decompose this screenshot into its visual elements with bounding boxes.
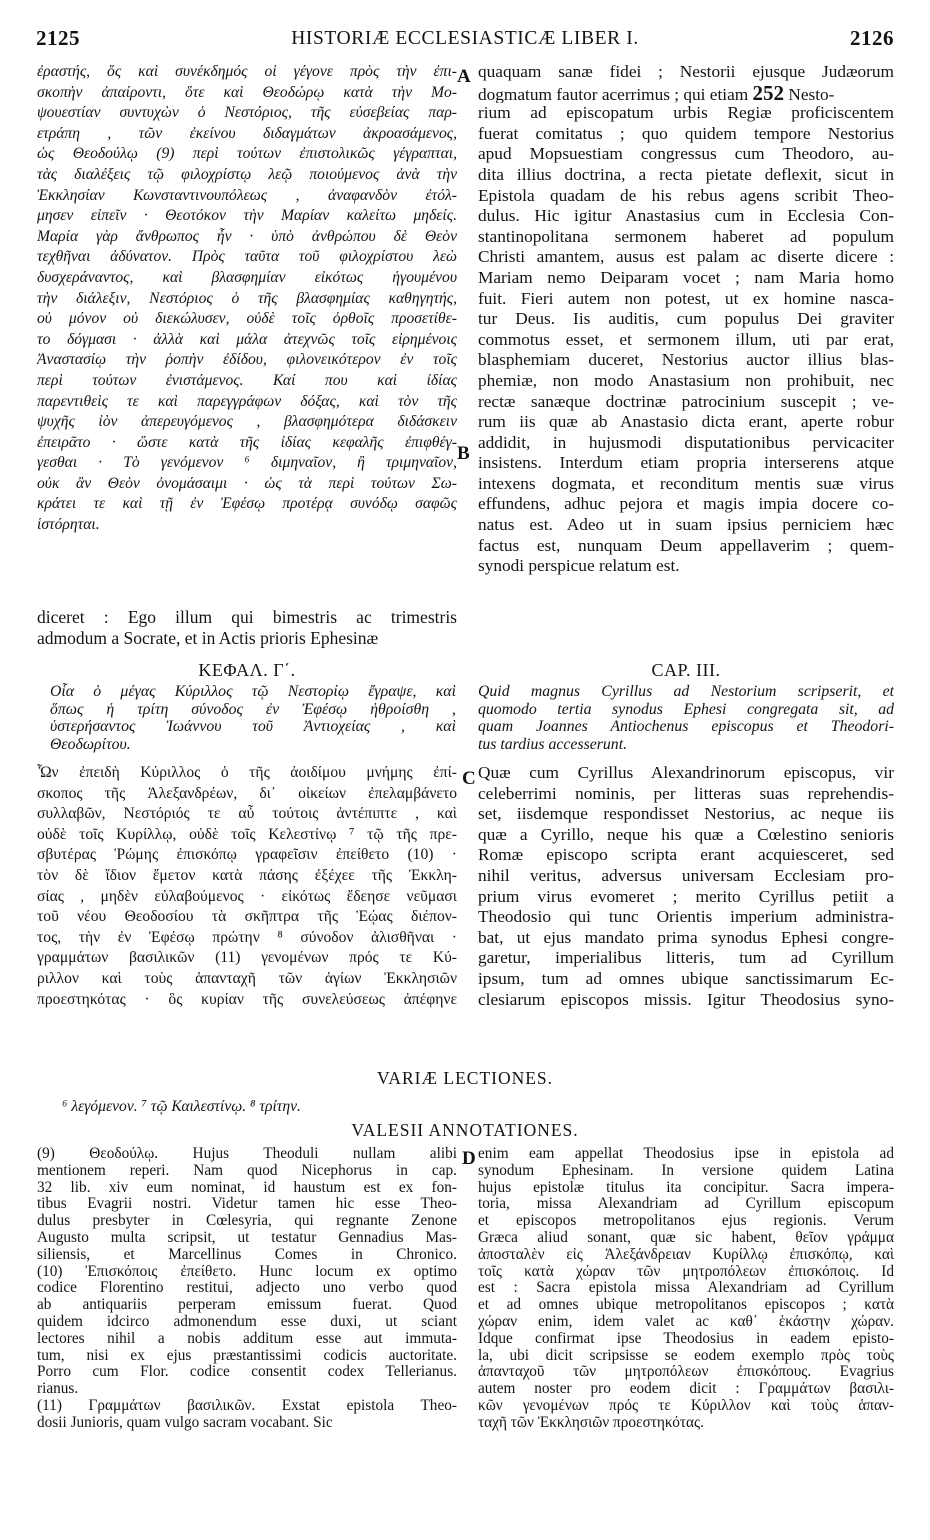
latin-text-top — [478, 62, 894, 577]
greek-line: σκοπὴν ἀπαίροντι, ὅτε καὶ Θεοδώρῳ κατὰ τὴν Μο- — [37, 83, 457, 101]
greek-line: παρεντιθεὶς τε καὶ παρεγγράφων δόξας, καὶ τὸν τῆς — [37, 392, 457, 410]
greek-line: μησεν εἰπεῖν · Θεοτόκον τὴν Μαρίαν καλείτω μηδείς. — [37, 207, 457, 225]
greek-line: τὸν δὲ ἴδιον ἔμετον κατὰ πάσης ἐξέχεε τῆς Ἐκκλη- — [37, 866, 457, 884]
greek-line: το δόγμασι · ἀλλὰ καὶ μάλα ἀτεχνῶς τοῖς εἰρημένοις — [37, 330, 457, 348]
latin-line: blasphemiam duceret, Nestorius auctor illius blas- — [478, 350, 894, 370]
greek-line: περὶ τούτων ἐνιστάμενος. Καί που καὶ ἰδίας — [37, 371, 457, 389]
greek-line: κράτει τε καὶ τῇ ἐν Ἐφέσῳ προτέρᾳ συνόδῳ σαφῶς — [37, 495, 457, 513]
latin-line: insistens. Interdum etiam propria interserens atque — [478, 453, 894, 473]
running-title: HISTORIÆ ECCLESIASTICÆ LIBER I. — [291, 28, 639, 49]
greek-line: Ἀναστασίῳ τὴν ῥοπὴν ἐδίδου, φιλονεικότερον ἐν τοῖς — [37, 351, 457, 369]
annotation-line: tum, nisi ex ejus præstantissimi codicis auctoritate. — [37, 1347, 457, 1364]
annotation-line: ἁπανταχοῦ τῶν μητροπόλεων ἐπισκόπους. Evagrius — [478, 1364, 894, 1381]
latin-line: phemiæ, non modo Anastasium non prohibuit, nec — [478, 370, 894, 390]
annotations-left — [37, 1146, 457, 1432]
annotation-line: χώραν enim, idem valet ac καθ᾽ ἑκάστην χώραν. — [478, 1313, 894, 1330]
margin-marker-b: B — [457, 443, 470, 464]
greek-line: ριλλον καὶ τοὺς ἁπανταχῆ τῶν ἁγίων Ἐκκλησιῶν — [37, 969, 457, 987]
latin-line: celeberrimi nominis, per litteras suas reprehendis- — [478, 783, 894, 803]
greek-line: ὡς Θεοδούλῳ (9) περὶ τούτων ἐπιστολικῶς γέγραπται, — [37, 145, 457, 163]
latin-line: admodum a Socrate, et in Actis prioris Ephesinæ — [37, 628, 379, 648]
annotation-line: dulus presbyter in Cœlesyria, qui regnante Zenone — [37, 1213, 457, 1230]
greek-line: γεσθαι · Τὸ γενόμενον ⁶ διμηναῖον, ἢ τριμηναῖον, — [37, 454, 457, 472]
annotation-line: Græca aliud sonant, quæ sic habent, θεῖον γράμμα — [478, 1229, 894, 1246]
annotation-line: Augusto multa scripsit, ut testatur Gennadius Mas- — [37, 1229, 457, 1246]
greek-line: ψουεστίαν συντυχὼν ὁ Νεστόριος, τῆς εὐσεβείας παρ- — [37, 104, 457, 122]
variae-lectiones-text: ⁶ λεγόμενον. ⁷ τῷ Καιλεστίνῳ. ⁸ τρίτην. — [62, 1098, 301, 1115]
latin-line: Christi amantem, ausus est palam ac diserte dicere : — [478, 247, 894, 267]
annotation-line: hujus epistolæ titulus ita concipitur. Sacra impera- — [478, 1179, 894, 1196]
margin-marker-d: D — [462, 1148, 476, 1169]
latin-chapter-summary — [478, 683, 894, 753]
variae-lectiones-heading: VARIÆ LECTIONES. — [376, 1068, 554, 1088]
annotation-line: lectores nihil a nobis additum esse aut immuta- — [37, 1330, 457, 1347]
summary-line: quam Joannes Antiochenus episcopus et Theodori- — [478, 718, 894, 736]
latin-line: prium virus evomeret ; merito Cyrillus petiit a — [478, 886, 894, 906]
greek-line: σβυτέρας Ῥώμης ἐπισκόπῳ γραφεῖσιν ἐπείθετο (10) · — [37, 846, 457, 864]
summary-line: tus tardius accesserunt. — [478, 735, 628, 753]
greek-line: ψυχῆς ἰὸν ἀπερευγόμενος , βλασφημότερα διδάσκειν — [37, 413, 457, 431]
summary-line: Quid magnus Cyrillus ad Nestorium scripserit, et — [478, 683, 894, 700]
margin-marker-c: C — [462, 768, 476, 789]
annotation-line: mentionem reperi. Nam quod Nicephorus in cap. — [37, 1162, 457, 1179]
latin-line: rium ad episcopatum urbis Regiæ proficiscentem — [478, 103, 894, 123]
annotation-line: dosii Junioris, quam vulgo sacram vocabant. Sic — [37, 1414, 333, 1431]
greek-line: τοῦ νέου Θεοδοσίου τὰ σκῆπτρα τῆς Ἑῴας διέπον- — [37, 908, 457, 926]
annotation-line: synodum Ephesinam. In versione quidem Latina — [478, 1162, 894, 1179]
annotation-line: est : Sacra epistola missa Alexandriam ad Cyrillum — [478, 1280, 894, 1297]
annotation-line: ταχῆ τῶν Ἐκκλησιῶν προεστηκότας. — [478, 1414, 704, 1431]
annotations-right — [478, 1146, 894, 1432]
greek-line: ἐραστής, ὅς καὶ συνέκδημός οἱ γέγονε πρὸς τὴν ἐπι- — [37, 63, 457, 80]
latin-line: ipsum, tum ad omnes ubique sanctissimarum Ec- — [478, 968, 894, 988]
margin-marker-a: A — [457, 66, 471, 87]
latin-line: stantinopolitana sermonem haberet ad populum — [478, 226, 894, 246]
greek-line: Μαρία γὰρ ἄνθρωπος ἦν · ὑπὸ ἀνθρώπου δὲ Θεὸν — [37, 227, 457, 245]
annotation-line: codice Florentino restitui, adjecto uno verbo quod — [37, 1280, 457, 1297]
greek-line: ετράπη , τῶν ἐκείνου διδαγμάτων ἀκροασάμενος, — [37, 124, 457, 142]
latin-line: garetur, imperialibus litteris, tum ad Cyrillum — [478, 948, 894, 968]
latin-text-bottom — [478, 763, 894, 1010]
summary-line: Θεοδωρίτου. — [50, 735, 131, 753]
greek-line: γραμμάτων βασιλικῶν (11) γενομένων πρός τε Κύ- — [37, 949, 457, 967]
summary-line: quomodo tertia synodus Ephesi congregata sit, ad — [478, 700, 894, 718]
greek-line: Ὧν ἐπειδὴ Κύριλλος ὁ τῆς ἀοιδίμου μνήμης ἐπί- — [37, 764, 457, 781]
annotation-line: tibus Evagrii nostri. Videtur tamen hic esse Theo- — [37, 1196, 457, 1213]
greek-text-bottom — [37, 763, 457, 1010]
latin-line: Epistola quadam de his rebus agens scribit Theo- — [478, 185, 894, 205]
latin-line: natus est. Adeo ut in suam ipsius perniciem hæc — [478, 515, 894, 535]
page-number-right: 2126 — [850, 26, 894, 50]
latin-line: intexens dogmata, et reconditum mentis suæ virus — [478, 473, 894, 493]
page-header — [36, 26, 894, 54]
page-number-left: 2125 — [36, 26, 80, 50]
latin-line: diceret : Ego illum qui bimestris ac trimestris — [37, 607, 457, 627]
annotation-line: ἀποσταλὲν εἰς Ἀλεξάνδρειαν Κυρίλλῳ ἐπισκόπῳ, καὶ — [478, 1246, 894, 1263]
greek-chapter-heading: ΚΕΦΑΛ. Γ΄. — [198, 660, 296, 680]
latin-line: rectæ sanæque doctrinæ patrocinium suscepit ; ve- — [478, 391, 894, 411]
annotation-line: Idque confirmat ipse Theodosius in eadem episto- — [478, 1330, 894, 1347]
greek-line: συλλαβῶν, Νεστόριός τε αὖ τούτοις ἀντέπιπτε , καὶ — [37, 805, 457, 823]
latin-line: commotus esset, et sermonem illum, uti par erat, — [478, 329, 894, 349]
annotation-line: siliensis, et Marcellinus Comes in Chronico. — [37, 1246, 457, 1263]
annotation-line: rianus. — [37, 1381, 79, 1398]
latin-line: fuit. Fieri autem non potest, ut ex homine nasca- — [478, 288, 894, 308]
annotation-line: quidem idcirco admonendum esse duxi, ut sciant — [37, 1313, 457, 1330]
annotation-line: et ad omnes ubique metropolitanos episcopos ; κατὰ — [478, 1297, 894, 1314]
summary-line: Οἷα ὁ μέγας Κύριλλος τῷ Νεστορίῳ ἔγραψε, καὶ — [50, 683, 456, 700]
greek-line: Ἐκκλησίαν Κωνσταντινουπόλεως , ἀναφανδὸν ἐτόλ- — [37, 186, 457, 204]
greek-line: τος, τὴν ἐν Ἐφέσῳ πρώτην ⁸ σύνοδον ἀλισθῆναι · — [37, 928, 457, 946]
annotation-line: autem noster pro eodem dicit : Γραμμάτων βασιλι- — [478, 1381, 894, 1398]
latin-line: synodi perspicue relatum est. — [478, 556, 680, 576]
annotation-line: et episcopos metropolitanos ejus regionis. Verum — [478, 1213, 894, 1230]
greek-line: οὐ μόνον οὐ διεκώλυσεν, οὐδὲ τοῖς ὀρθοῖς προσετίθε- — [37, 310, 457, 328]
annotations-heading: VALESII ANNOTATIONES. — [351, 1120, 579, 1140]
annotation-line: toria, missa Alexandriam ad Cyrillum episcopum — [478, 1196, 894, 1213]
annotation-line: (11) Γραμμάτων βασιλικῶν. Exstat epistola Theo- — [37, 1397, 457, 1414]
latin-line: clesiarum episcopos missis. Igitur Theodosius syno- — [478, 989, 894, 1009]
summary-line: ὅπως ἡ τρίτη σύνοδος ἐν Ἐφέσῳ ἠθροίσθη , — [50, 700, 456, 718]
greek-line: τὴν διάλεξιν, Νεστόριος ὁ τῆς βλασφημίας καθηγητής, — [37, 289, 457, 307]
annotation-line: τοῖς κατὰ χώραν τῶν μητροπόλεων ἐπισκόποις. Id — [478, 1263, 894, 1280]
greek-line: ἱστόρηται. — [37, 516, 100, 534]
latin-line: apud Mopsuestiam congressus cum Theodoro, au- — [478, 144, 894, 164]
latin-line: rum iis quæ ab Anastasio dicta erant, aperte robur — [478, 412, 894, 432]
latin-chapter-heading: CAP. III. — [651, 660, 721, 680]
latin-line: Quæ cum Cyrillus Alexandrinorum episcopus, vir — [478, 763, 894, 782]
summary-line: ὑστερήσαντος Ἰωάννου τοῦ Ἀντιοχείας , καὶ — [50, 718, 456, 736]
latin-line: tur Deus. Iis auditis, cum populus Dei graviter — [478, 309, 894, 329]
greek-line: δυσχεράναντος, καὶ βλασφημίαν εἰκότως ἡγουμένου — [37, 268, 457, 286]
latin-line: Theodosio qui tunc Orientis imperium administra- — [478, 907, 894, 927]
latin-line: Romæ episcopo scripta erant acquiesceret, sed — [478, 845, 894, 865]
annotation-line: Porro cum Flor. codice consentit codex Tellerianus. — [37, 1364, 457, 1381]
greek-line: ἐπειρᾶτο · ὥστε κατὰ τῆς ἰδίας κεφαλῆς ἐπιφθέγ- — [37, 433, 457, 451]
latin-line: dita illius doctrina, a recta pietate deflexit, sicut in — [478, 164, 894, 184]
greek-line: τὰς διαλέξεις τῷ φιλοχρίστῳ λεῷ ποιούμενος ἀνὰ τὴν — [37, 165, 457, 183]
latin-line: quæ a Cyrillo, neque his quæ a Cœlestino senioris — [478, 824, 894, 844]
annotation-line: ab antiquariis perperam emissum fuerat. Quod — [37, 1297, 457, 1314]
latin-line: Mariam nemo Deiparam vocet ; nam Maria homo — [478, 267, 894, 287]
latin-line: nihil veritus, adversus universam Ecclesiam pro- — [478, 865, 894, 885]
greek-line: προεστηκότας · ὃς κυρίαν τῆς συνελεύσεως ἀπέφηνε — [37, 990, 457, 1008]
latin-line: dogmatum fautor acerrimus ; qui etiam 252 Nesto- — [478, 82, 835, 104]
greek-line: οὐκ ἂν Θεὸν ὀνομάσαιμι · ὡς τὰ περὶ τούτων Σω- — [37, 474, 457, 492]
annotation-line: (9) Θεοδούλῳ. Hujus Theoduli nullam alibi — [37, 1146, 457, 1162]
latin-line: quaquam sanæ fidei ; Nestorii ejusque Judæorum — [478, 62, 894, 81]
annotation-line: la, ubi dicit scripsisse se eodem exemplo πρὸς τοὺς — [478, 1347, 894, 1364]
greek-text-top — [37, 62, 457, 536]
reference-number: 252 — [752, 82, 785, 104]
latin-line: fuerat comitatus ; quo quidem tempore Nestorius — [478, 123, 894, 143]
annotation-line: (10) Ἐπισκόποις ἐπείθετο. Hunc locum ex optimo — [37, 1263, 457, 1280]
latin-continuation — [37, 607, 457, 649]
greek-line: σίας , μηδὲν εὐλαβούμενος · εἰκότως ἔδεησε νεῦμασι — [37, 887, 457, 905]
latin-line: bat, ut ejus mandato prima synodus Ephesi congre- — [478, 927, 894, 947]
annotation-line: 32 lib. xiv eum nominat, id haustum est ex fon- — [37, 1179, 457, 1196]
latin-line: addidit, in hujusmodi disputationibus pervicaciter — [478, 432, 894, 452]
greek-line: οὐδὲ τοῖς Κυρίλλῳ, οὐδὲ τοῖς Κελεστίνῳ ⁷ τῷ τῆς πρε- — [37, 825, 457, 843]
latin-line: set, iisdemque respondisset Nestorius, ac neque iis — [478, 804, 894, 824]
annotation-line: enim eam appellat Theodosius ipse in epistola ad — [478, 1146, 894, 1162]
latin-line: factus est, nunquam Deum appellaverim ; quem- — [478, 535, 894, 555]
latin-line: effundens, adhuc pejora et magis impia docere co- — [478, 494, 894, 514]
greek-chapter-summary — [50, 683, 456, 753]
greek-line: τεχθῆναι ἀδύνατον. Πρὸς ταῦτα τοῦ φιλοχρίστου λεὼ — [37, 248, 457, 266]
latin-line: dulus. Hic igitur Anastasius cum in Ecclesia Con- — [478, 206, 894, 226]
greek-line: σκοπος τῆς Ἀλεξανδρέων, δι᾽ οἰκείων ἐπελαμβάνετο — [37, 784, 457, 802]
annotation-line: κῶν γενομένων πρός τε Κύριλλον καὶ τοὺς ἁπαν- — [478, 1397, 894, 1414]
